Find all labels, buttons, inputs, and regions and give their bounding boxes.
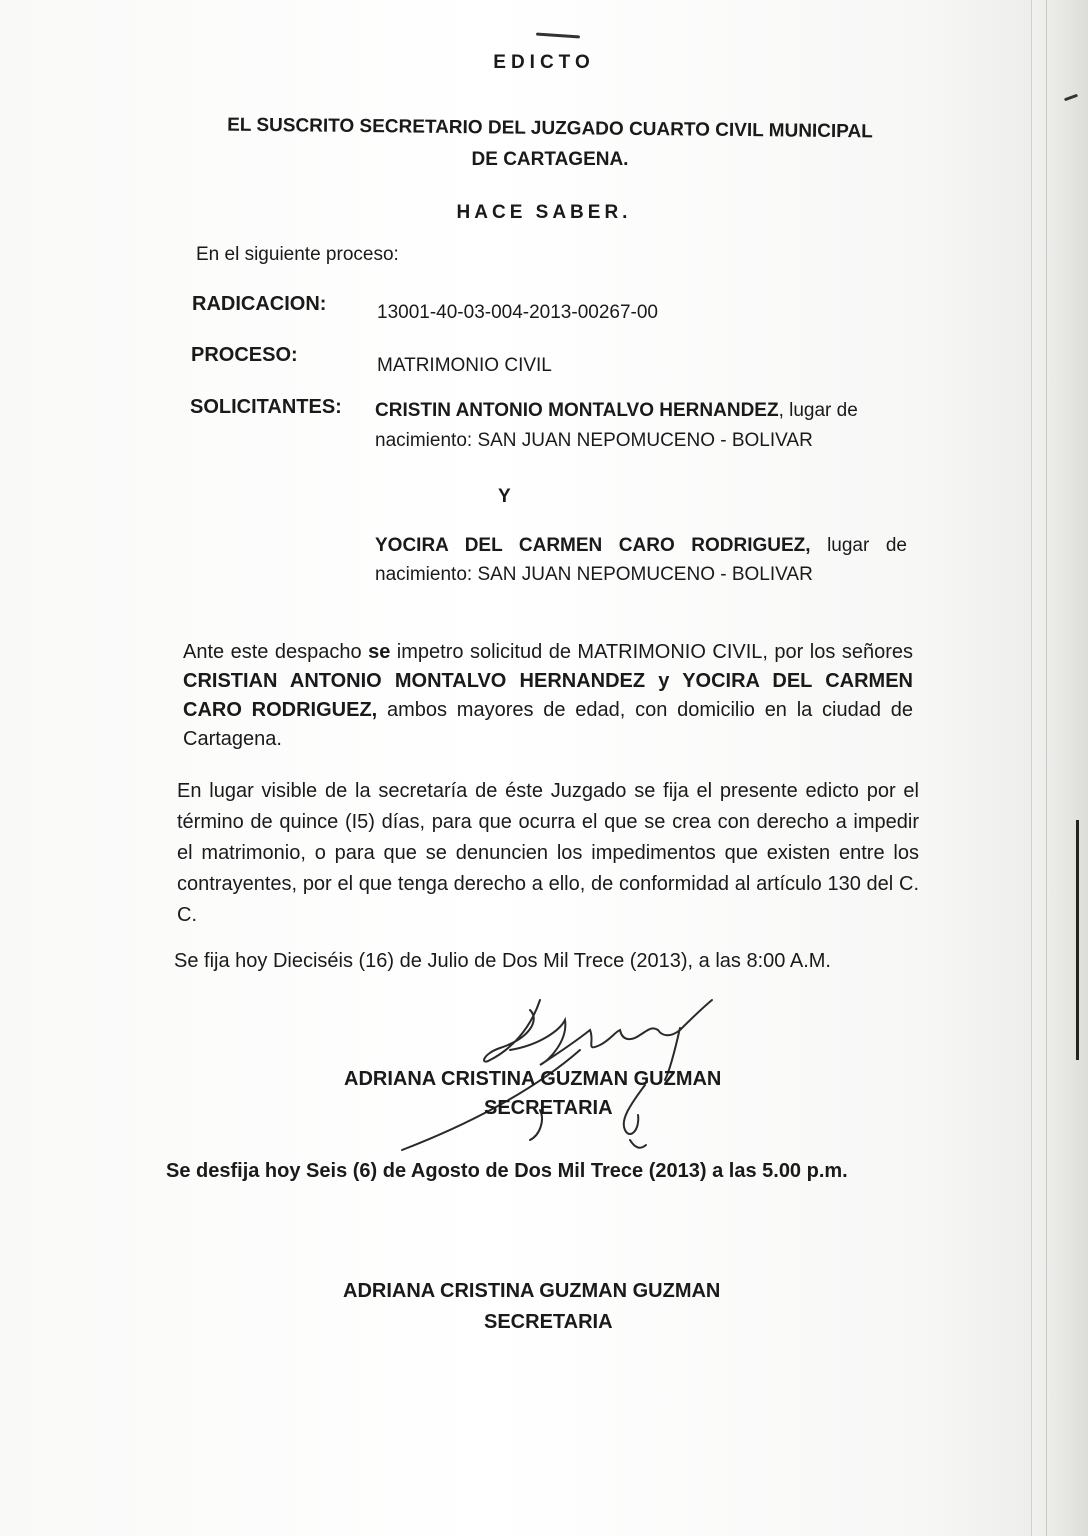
signature-stroke-6 (624, 1085, 645, 1134)
solicitante-1-line-1 (375, 400, 858, 422)
signature-stroke-7 (630, 1140, 646, 1148)
signer-2-name: ADRIANA CRISTINA GUZMAN GUZMAN (343, 1280, 721, 1302)
paragraph-1-text-c: ambos mayores de edad, con domicilio en la ciudad de Cartagena. (183, 699, 914, 750)
heading-line-1: EL SUSCRITO SECRETARIO DEL JUZGADO CUARTO CIVIL MUNICIPAL (227, 114, 873, 143)
solicitantes-label: SOLICITANTES: (190, 396, 342, 418)
heading-line-2: DE CARTAGENA. (471, 149, 629, 170)
desfija-date-line: Se desfija hoy Seis (6) de Agosto de Dos Mil Trece (2013) a las 5.00 p.m. (166, 1160, 848, 1182)
intro-text: En el siguiente proceso: (196, 244, 399, 265)
radicacion-label: RADICACION: (192, 293, 327, 315)
document-title: EDICTO (493, 52, 595, 73)
solicitante-1-rest: , lugar de (778, 400, 858, 421)
solicitante-2-rest: lugar de (810, 535, 907, 556)
proceso-label: PROCESO: (191, 344, 298, 366)
signer-1-title: SECRETARIA (484, 1097, 613, 1119)
signature-stroke-2 (510, 1000, 712, 1065)
solicitante-1-line-2: nacimiento: SAN JUAN NEPOMUCENO - BOLIVAR (375, 430, 813, 451)
signer-1-name: ADRIANA CRISTINA GUZMAN GUZMAN (344, 1068, 722, 1090)
signer-2-title: SECRETARIA (484, 1311, 613, 1333)
fija-date-line: Se fija hoy Dieciséis (16) de Julio de Dos Mil Trece (2013), a las 8:00 A.M. (174, 950, 831, 972)
paragraph-edicto-terms: En lugar visible de la secretaría de éste Juzgado se fija el presente edicto por el término de quince (I5) días, para que ocurra el que se crea con derecho a impedir el matrimonio, o para que se denuncien los impedimentos que existen entre los contrayentes, por el que tenga derecho a ello, de conformidad al artículo 130 del C. C. (177, 780, 919, 926)
solicitante-2-name: YOCIRA DEL CARMEN CARO RODRIGUEZ, (375, 535, 811, 556)
solicitante-2-line-2: nacimiento: SAN JUAN NEPOMUCENO - BOLIVAR (375, 564, 813, 585)
page-edge-line (1046, 0, 1047, 1536)
page-edge-mark (1076, 820, 1079, 1060)
proceso-value: MATRIMONIO CIVIL (377, 355, 552, 376)
page-edge-shadow (1031, 0, 1088, 1536)
paragraph-1-text-a: Ante este despacho (183, 641, 369, 663)
signature-stroke-1 (484, 1000, 540, 1062)
paragraph-1-names: CRISTIAN ANTONIO MONTALVO HERNANDEZ y YOCIRA DEL CARMEN CARO RODRIGUEZ, (183, 670, 913, 721)
radicacion-value: 13001-40-03-004-2013-00267-00 (377, 302, 659, 323)
solicitante-1-name: CRISTIN ANTONIO MONTALVO HERNANDEZ (375, 400, 779, 421)
paragraph-solicitud (183, 638, 913, 754)
hace-saber-heading: HACE SABER. (456, 202, 632, 223)
solicitante-2-line-1 (375, 535, 907, 557)
paragraph-1-bold-a: se (368, 641, 391, 663)
paragraph-1-text-b: impetro solicitud de MATRIMONIO CIVIL, por los señores (390, 641, 913, 663)
conjunction-y: Y (498, 486, 511, 507)
